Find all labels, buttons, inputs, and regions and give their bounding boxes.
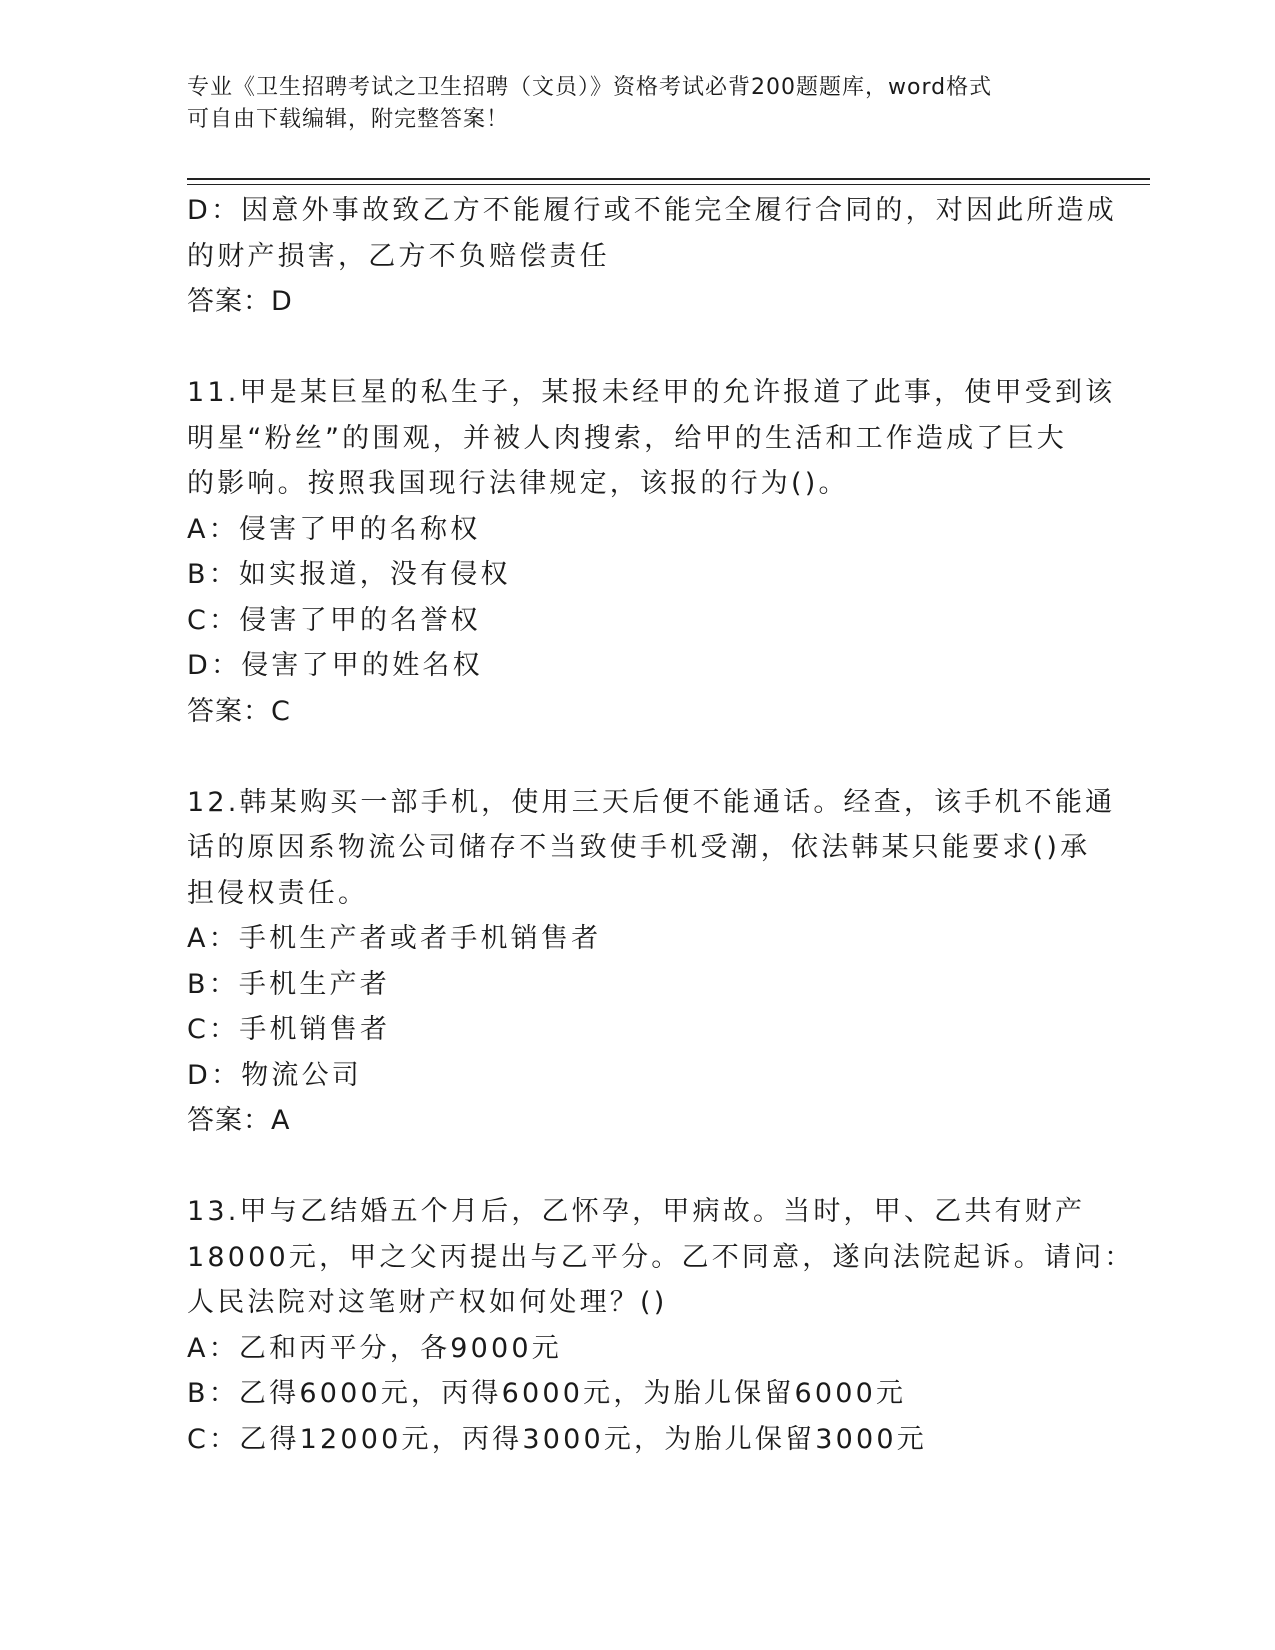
option-a: A：手机生产者或者手机销售者 bbox=[187, 923, 602, 954]
question-stem: 担侵权责任。 bbox=[187, 877, 369, 909]
option-a: A：侵害了甲的名称权 bbox=[187, 513, 481, 545]
spacer bbox=[187, 325, 1067, 371]
header-line-2: 可自由下载编辑，附完整答案！ bbox=[187, 107, 510, 132]
option-d: D：物流公司 bbox=[187, 1059, 362, 1091]
answer: 答案：A bbox=[187, 1105, 291, 1136]
question-stem: 明星“粉丝”的围观，并被人肉搜索，给甲的生活和工作造成了巨大 bbox=[187, 422, 1067, 454]
question-stem: 11.甲是某巨星的私生子，某报未经甲的允许报道了此事，使甲受到该 bbox=[187, 377, 1116, 408]
question-stem: 13.甲与乙结婚五个月后，乙怀孕，甲病故。当时，甲、乙共有财产 bbox=[187, 1196, 1086, 1227]
answer: 答案：C bbox=[187, 695, 291, 727]
question-13 bbox=[187, 1189, 1135, 1462]
option-c: C：手机销售者 bbox=[187, 1014, 391, 1045]
question-stem: 18000元，甲之父丙提出与乙平分。乙不同意，遂向法院起诉。请问： bbox=[187, 1241, 1135, 1273]
question-stem: 12.韩某购买一部手机，使用三天后便不能通话。经查，该手机不能通 bbox=[187, 786, 1116, 818]
option-d-continued: 的财产损害，乙方不负赔偿责任 bbox=[187, 240, 610, 272]
spacer bbox=[187, 734, 1067, 780]
option-d: D：侵害了甲的姓名权 bbox=[187, 650, 483, 681]
option-c: C：乙得12000元，丙得3000元，为胎儿保留3000元 bbox=[187, 1423, 927, 1455]
question-stem: 的影响。按照我国现行法律规定，该报的行为()。 bbox=[187, 468, 849, 499]
question-12 bbox=[187, 780, 1116, 1144]
answer: 答案：D bbox=[187, 286, 293, 317]
header-rule-thin bbox=[187, 184, 1150, 185]
option-b: B：乙得6000元，丙得6000元，为胎儿保留6000元 bbox=[187, 1378, 907, 1409]
header-rule-thick bbox=[187, 178, 1150, 180]
question-stem: 人民法院对这笔财产权如何处理？() bbox=[187, 1287, 668, 1318]
option-a: A：乙和丙平分，各9000元 bbox=[187, 1332, 562, 1364]
prev-question-tail bbox=[187, 188, 1117, 325]
header-line-1: 专业《卫生招聘考试之卫生招聘（文员）》资格考试必背200题题库，word格式 bbox=[187, 75, 993, 100]
question-content bbox=[187, 188, 1135, 1462]
spacer bbox=[187, 1144, 1067, 1190]
option-b: B：手机生产者 bbox=[187, 968, 390, 1000]
question-11 bbox=[187, 370, 1116, 734]
option-d: D：因意外事故致乙方不能履行或不能完全履行合同的，对因此所造成 bbox=[187, 195, 1117, 226]
option-b: B：如实报道，没有侵权 bbox=[187, 559, 511, 590]
option-c: C：侵害了甲的名誉权 bbox=[187, 604, 481, 636]
question-stem: 话的原因系物流公司储存不当致使手机受潮，依法韩某只能要求()承 bbox=[187, 832, 1091, 863]
page-header bbox=[187, 72, 1067, 136]
